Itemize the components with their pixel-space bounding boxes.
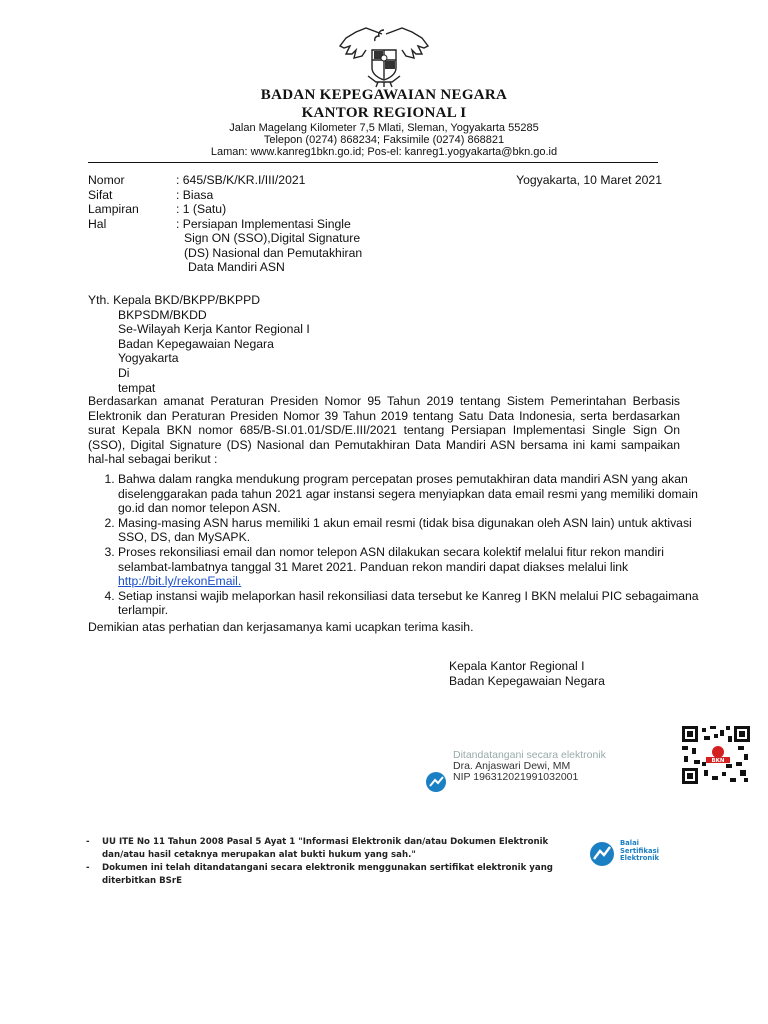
signatory-title-line2: Badan Kepegawaian Negara — [449, 673, 605, 688]
letter-date: Yogyakarta, 10 Maret 2021 — [516, 173, 662, 187]
list-item: 2. Masing-masing ASN harus memiliki 1 akun email resmi (tidak bisa digunakan oleh ASN lain) untuk aktivasi SSO, DS, dan MySAPK. — [118, 516, 710, 545]
intro-paragraph: Berdasarkan amanat Peraturan Presiden Nomor 95 Tahun 2019 tentang Sistem Pemerintahan Berbasis Elektronik dan Peraturan Presiden Nomor 39 Tahun 2019 tentang Satu Data Indonesia, serta berdasarkan surat Kepala BKN nomor 685/B-SI.01.01/SD/E.III/2021 tentang Persiapan Implementasi Single Sign On (SSO), Digital Signature (DS) Nasional dan Pemutakhiran Data Mandiri ASN bersama ini kami sampaikan hal-hal sebagai berikut : — [88, 394, 680, 467]
list-item: 1. Bahwa dalam rangka mendukung program percepatan proses pemutakhiran data mandiri ASN yang akan diselenggarakan pada tahun 2021 agar instansi segera menyiapkan data email resmi yang memiliki domain go.id dan nomor telepon ASN. — [118, 472, 710, 516]
e-signature-block — [453, 750, 606, 783]
letter-meta — [88, 173, 408, 273]
qr-badge-label: BKN — [711, 758, 725, 764]
signatory-nip: NIP 196312021991032001 — [453, 771, 579, 783]
hal-value-line2: Sign ON (SSO),Digital Signature — [184, 231, 361, 245]
agency-name: BADAN KEPEGAWAIAN NEGARA — [260, 87, 508, 103]
closing-sentence: Demikian atas perhatian dan kerjasamanya kami ucapkan terima kasih. — [88, 620, 474, 634]
footer-note-1 — [86, 836, 586, 861]
bsre-label-line3: Elektronik — [620, 854, 660, 863]
office-name: KANTOR REGIONAL I — [301, 105, 467, 121]
list-item — [118, 545, 710, 589]
footer-dash: - — [86, 863, 90, 873]
recipient-block — [88, 293, 310, 395]
signatory-title-line1: Kepala Kantor Regional I — [449, 659, 585, 673]
recipient-line: Yogyakarta — [118, 351, 179, 366]
lampiran-value: : 1 (Satu) — [176, 202, 227, 216]
footer-note-2 — [86, 862, 586, 887]
footer-note-text: Dokumen ini telah ditandatangani secara elektronik menggunakan sertifikat elektronik yang diterbitkan BSrE — [102, 863, 553, 886]
header-divider — [88, 162, 658, 163]
recipient-line: BKPSDM/BKDD — [118, 307, 207, 322]
bsre-label-line1: Balai — [620, 839, 640, 847]
list-item: 4. Setiap instansi wajib melaporkan hasil rekonsiliasi data tersebut ke Kanreg I BKN melalui PIC sebagaimana terlampir. — [118, 589, 710, 618]
hal-value-line1: : Persiapan Implementasi Single — [176, 216, 351, 231]
e-signature-note: Ditandatangani secara elektronik — [453, 749, 606, 761]
hal-label: Hal — [88, 216, 107, 231]
bsre-logo — [588, 840, 680, 870]
recipient-line: Di — [118, 365, 130, 380]
sifat-value: : Biasa — [176, 187, 214, 202]
sifat-label: Sifat — [88, 187, 113, 202]
recipient-line: Yth. Kepala BKD/BKPP/BKPPD — [88, 293, 261, 307]
signatory-name: Dra. Anjaswari Dewi, MM — [453, 760, 571, 772]
bsre-logo-icon — [588, 840, 616, 868]
recipient-line: Badan Kepegawaian Negara — [118, 336, 274, 351]
point3-text: Proses rekonsiliasi email dan nomor telepon ASN dilakukan secara kolektif melalui fitur rekon mandiri selambat-lambatnya tanggal 31 Maret 2021. Panduan rekon mandiri dapat diakses melalui link — [118, 544, 664, 574]
office-address: Jalan Magelang Kilometer 7,5 Mlati, Sleman, Yogyakarta 55285 — [229, 122, 539, 134]
bsre-label-line2: Sertifikasi — [620, 846, 659, 855]
office-phone: Telepon (0274) 868234; Faksimile (0274) 868821 — [263, 134, 505, 146]
recipient-line: tempat — [118, 380, 156, 395]
office-web: Laman: www.kanreg1bkn.go.id; Pos-el: kanreg1.yogyakarta@bkn.go.id — [210, 146, 558, 158]
signatory-title — [449, 659, 605, 688]
nomor-label: Nomor — [88, 173, 125, 187]
rekon-email-link[interactable]: http://bit.ly/rekonEmail. — [118, 574, 242, 589]
footer-dash: - — [86, 837, 90, 847]
points-list — [88, 472, 710, 618]
hal-value-line4: Data Mandiri ASN — [188, 260, 285, 274]
bsre-check-icon — [425, 771, 447, 793]
garuda-emblem-icon — [336, 24, 432, 88]
lampiran-label: Lampiran — [88, 202, 139, 216]
qr-code-icon — [682, 726, 750, 784]
hal-value-line3: (DS) Nasional dan Pemutakhiran — [184, 245, 363, 260]
footer-note-text: UU ITE No 11 Tahun 2008 Pasal 5 Ayat 1 "Informasi Elektronik dan/atau Dokumen Elektronik dan/atau hasil cetaknya merupakan alat bukti hukum yang sah." — [102, 837, 549, 860]
nomor-value: : 645/SB/K/KR.I/III/2021 — [176, 173, 306, 187]
recipient-line: Se-Wilayah Kerja Kantor Regional I — [118, 322, 310, 337]
